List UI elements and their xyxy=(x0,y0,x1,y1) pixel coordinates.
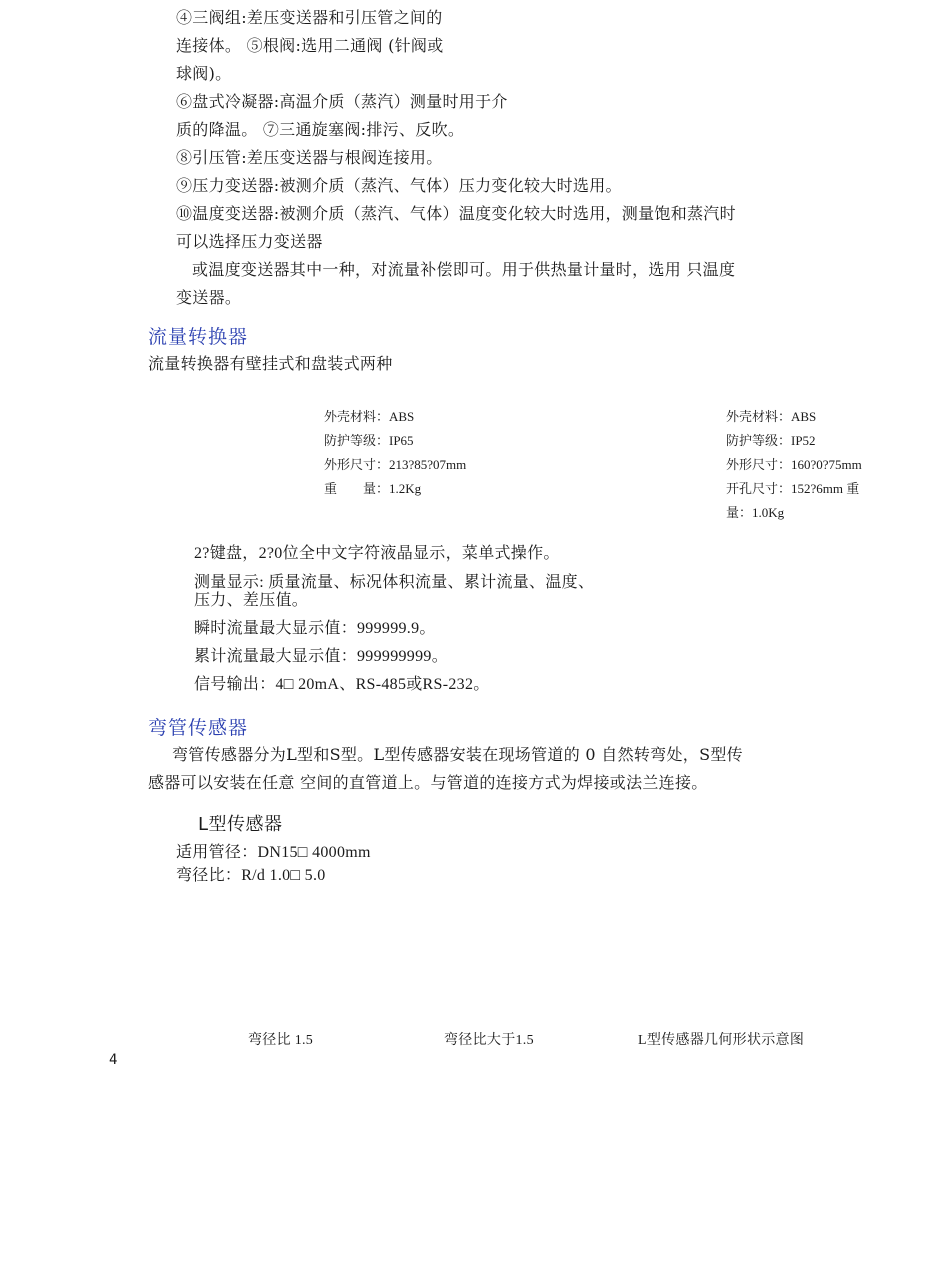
feature-line: 瞬时流量最大显示值：999999.9。 xyxy=(194,620,436,637)
spec-line: 重 量：1.2Kg xyxy=(324,481,422,496)
spec-line: 开孔尺寸：152?6mm 重 xyxy=(726,481,860,496)
l-spec-line: 适用管径：DN15□ 4000mm xyxy=(176,844,371,861)
section-heading-sensor: 弯管传感器 xyxy=(148,717,249,739)
intro-line: ⑥盘式冷凝器:高温介质（蒸汽）测量时用于介 xyxy=(176,92,508,111)
figure-caption: L型传感器几何形状示意图 xyxy=(638,1033,805,1048)
section-heading-converter: 流量转换器 xyxy=(148,326,249,348)
sensor-description: 弯管传感器分为L型和S型。L型传感器安装在现场管道的 0 自然转弯处，S型传 xyxy=(172,745,743,764)
converter-intro: 流量转换器有壁挂式和盘装式两种 xyxy=(148,354,393,373)
figure-caption: 弯径比 1.5 xyxy=(248,1033,314,1048)
spec-line: 外壳材料：ABS xyxy=(726,409,817,424)
intro-line: ⑧引压管:差压变送器与根阀连接用。 xyxy=(176,148,443,167)
spec-line: 外形尺寸：213?85?07mm xyxy=(324,457,467,472)
intro-line: ⑩温度变送器:被测介质（蒸汽、气体）温度变化较大时选用，测量饱和蒸汽时 xyxy=(176,204,736,223)
intro-line: 或温度变送器其中一种，对流量补偿即可。用于供热量计量时，选用 只温度 xyxy=(192,260,736,279)
feature-line: 2?键盘，2?0位全中文字符液晶显示，菜单式操作。 xyxy=(194,545,560,562)
spec-line: 量：1.0Kg xyxy=(726,505,785,520)
page-number: 4 xyxy=(109,1052,118,1068)
feature-line: 测量显示: 质量流量、标况体积流量、累计流量、温度、 xyxy=(194,574,595,591)
feature-line: 累计流量最大显示值：999999999。 xyxy=(194,648,449,665)
intro-line: ⑨压力变送器:被测介质（蒸汽、气体）压力变化较大时选用。 xyxy=(176,176,622,195)
intro-line: 连接体。 ⑤根阀:选用二通阀 (针阀或 xyxy=(176,36,444,55)
spec-line: 外壳材料：ABS xyxy=(324,409,415,424)
l-type-title: L型传感器 xyxy=(198,814,283,835)
intro-line: ④三阀组:差压变送器和引压管之间的 xyxy=(176,8,443,27)
spec-line: 外形尺寸：160?0?75mm xyxy=(726,457,862,472)
figure-caption: 弯径比大于1.5 xyxy=(444,1033,534,1048)
spec-line: 防护等级：IP65 xyxy=(324,433,414,448)
intro-line: 变送器。 xyxy=(176,288,242,307)
spec-line: 防护等级：IP52 xyxy=(726,433,816,448)
sensor-description: 感器可以安装在任意 空间的直管道上。与管道的连接方式为焊接或法兰连接。 xyxy=(148,773,708,792)
intro-line: 可以选择压力变送器 xyxy=(176,232,323,251)
intro-line: 质的降温。 ⑦三通旋塞阀:排污、反吹。 xyxy=(176,120,465,139)
l-spec-line: 弯径比：R/d 1.0□ 5.0 xyxy=(176,867,326,884)
feature-line: 信号输出：4□ 20mA、RS-485或RS-232。 xyxy=(194,676,490,693)
feature-line: 压力、差压值。 xyxy=(194,592,309,609)
intro-line: 球阀)。 xyxy=(176,64,232,83)
